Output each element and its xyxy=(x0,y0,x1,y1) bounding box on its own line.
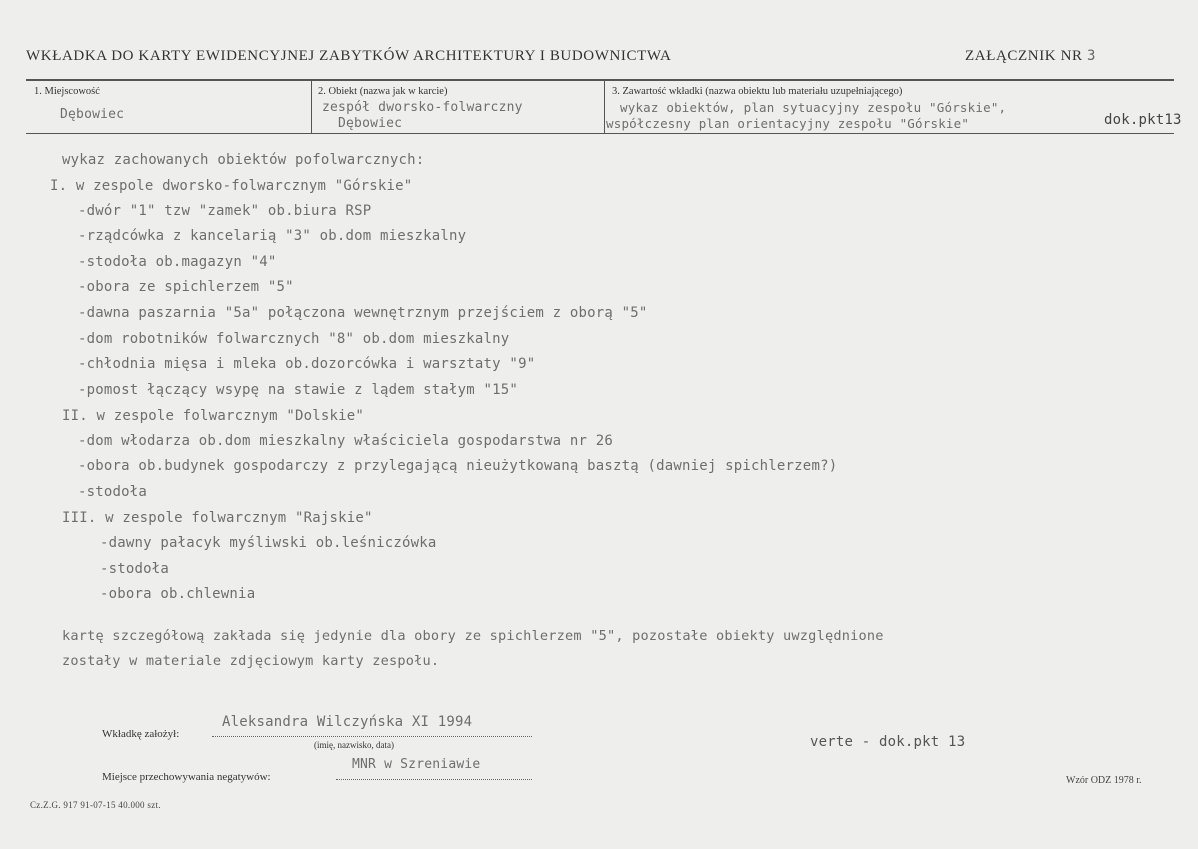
body-line-item: -pomost łączący wsypę na stawie z lądem stałym "15" xyxy=(78,382,519,398)
body-line-item: -dom włodarza ob.dom mieszkalny właściciela gospodarstwa nr 26 xyxy=(78,433,613,449)
body-line-item: -dawna paszarnia "5a" połączona wewnętrznym przejściem z oborą "5" xyxy=(78,305,648,321)
body-line-heading: wykaz zachowanych obiektów pofolwarcznych: xyxy=(62,152,425,168)
body-line-section-1: I. w zespole dworsko-folwarcznym "Górskie" xyxy=(50,178,413,194)
founded-by-label: Wkładkę założył: xyxy=(102,728,180,740)
founded-by-caption: (imię, nazwisko, data) xyxy=(314,740,394,750)
negatives-value: MNR w Szreniawie xyxy=(352,757,481,772)
locality-value: Dębowiec xyxy=(60,107,125,122)
note-line-2: zostały w materiale zdjęciowym karty zespołu. xyxy=(62,653,440,669)
body-line-item: -dawny pałacyk myśliwski ob.leśniczówka xyxy=(100,535,437,551)
body-line-item: -stodoła xyxy=(100,561,170,577)
header-divider-1 xyxy=(311,80,312,134)
body-line-item: -obora ob.chlewnia xyxy=(100,586,256,602)
negatives-dotline xyxy=(336,779,532,780)
founded-by-dotline xyxy=(212,736,532,737)
body-line-item: -chłodnia mięsa i mleka ob.dozorcówka i warsztaty "9" xyxy=(78,356,536,372)
document-title: WKŁADKA DO KARTY EWIDENCYJNEJ ZABYTKÓW ARCHITEKTURY I BUDOWNICTWA xyxy=(26,48,672,64)
annex-number: 3 xyxy=(1086,48,1096,64)
body-line-item: -stodoła xyxy=(78,484,148,500)
note-line-1: kartę szczegółową zakłada się jedynie dla obory ze spichlerzem "5", pozostałe obiekty uwzględnione xyxy=(62,628,884,644)
body-line-item: -rządcówka z kancelarią "3" ob.dom mieszkalny xyxy=(78,228,467,244)
form-model: Wzór ODZ 1978 r. xyxy=(1066,775,1142,786)
founded-by-value: Aleksandra Wilczyńska XI 1994 xyxy=(222,714,473,730)
annex-label-text: ZAŁĄCZNIK NR xyxy=(965,48,1083,64)
body-line-item: -obora ob.budynek gospodarczy z przylegającą nieużytkowaną basztą (dawniej spichlerzem?) xyxy=(78,458,838,474)
annex-label xyxy=(965,48,1096,65)
verte-note: verte - dok.pkt 13 xyxy=(810,734,966,750)
contents-value-line2: współczesny plan orientacyjny zespołu "Górskie" xyxy=(606,116,970,131)
object-value-line2: Dębowiec xyxy=(338,116,403,131)
object-label: 2. Obiekt (nazwa jak w karcie) xyxy=(318,86,448,97)
body-line-item: -dwór "1" tzw "zamek" ob.biura RSP xyxy=(78,203,372,219)
header-rule-top xyxy=(26,79,1174,81)
body-line-section-2: II. w zespole folwarcznym "Dolskie" xyxy=(62,408,365,424)
contents-label: 3. Zawartość wkładki (nazwa obiektu lub materiału uzupełniającego) xyxy=(612,86,903,97)
body-line-item: -dom robotników folwarcznych "8" ob.dom mieszkalny xyxy=(78,331,510,347)
contents-reference: dok.pkt13 xyxy=(1104,112,1182,128)
print-info: Cz.Z.G. 917 91-07-15 40.000 szt. xyxy=(30,800,161,810)
negatives-label: Miejsce przechowywania negatywów: xyxy=(102,771,271,783)
header-rule-bottom xyxy=(26,133,1174,134)
contents-value-line1: wykaz obiektów, plan sytuacyjny zespołu "Górskie", xyxy=(620,100,1007,115)
body-line-item: -stodoła ob.magazyn "4" xyxy=(78,254,277,270)
body-line-item: -obora ze spichlerzem "5" xyxy=(78,279,294,295)
object-value-line1: zespół dworsko-folwarczny xyxy=(322,100,523,115)
locality-label: 1. Miejscowość xyxy=(34,86,100,97)
header-divider-2 xyxy=(604,80,605,134)
body-line-section-3: III. w zespole folwarcznym "Rajskie" xyxy=(62,510,373,526)
